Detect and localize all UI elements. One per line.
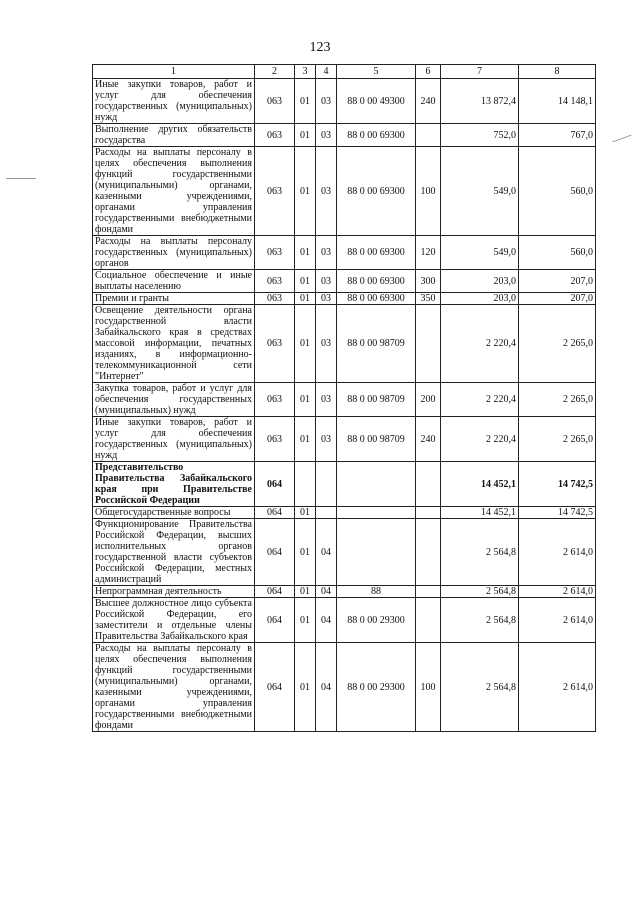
grbs-cell: 063 [255, 124, 295, 147]
amount-year1-cell: 2 564,8 [441, 586, 519, 598]
amount-year1-cell: 203,0 [441, 270, 519, 293]
header-cell: 3 [295, 65, 316, 79]
expense-type-cell: 300 [416, 270, 441, 293]
grbs-cell: 064 [255, 643, 295, 732]
amount-year1-cell: 2 564,8 [441, 643, 519, 732]
amount-year1-cell: 752,0 [441, 124, 519, 147]
margin-mark [612, 135, 631, 143]
subsection-cell: 03 [316, 305, 337, 383]
section-cell: 01 [295, 417, 316, 462]
amount-year1-cell: 2 564,8 [441, 598, 519, 643]
table-header-row [93, 65, 596, 79]
row-name-cell: Непрограммная деятельность [93, 586, 255, 598]
table-row [93, 643, 596, 732]
target-article-cell: 88 0 00 69300 [337, 293, 416, 305]
table-row [93, 293, 596, 305]
row-name-cell: Премии и гранты [93, 293, 255, 305]
table-row [93, 586, 596, 598]
section-cell: 01 [295, 586, 316, 598]
table-row [93, 507, 596, 519]
table-row [93, 417, 596, 462]
table-row [93, 124, 596, 147]
target-article-cell [337, 507, 416, 519]
section-cell: 01 [295, 79, 316, 124]
subsection-cell: 03 [316, 124, 337, 147]
grbs-cell: 063 [255, 293, 295, 305]
grbs-cell: 063 [255, 236, 295, 270]
subsection-cell: 04 [316, 598, 337, 643]
target-article-cell: 88 0 00 69300 [337, 270, 416, 293]
amount-year1-cell: 203,0 [441, 293, 519, 305]
amount-year2-cell: 2 614,0 [519, 586, 596, 598]
grbs-cell: 064 [255, 586, 295, 598]
subsection-cell: 03 [316, 270, 337, 293]
grbs-cell: 063 [255, 270, 295, 293]
table-row [93, 519, 596, 586]
row-name-cell: Расходы на выплаты персоналу в целях обеспечения выполнения функций государственными (муниципальными) органами, казенными учреждениями, органами управления государственными внебюджетными фондами [93, 643, 255, 732]
row-name-cell: Освещение деятельности органа государственной власти Забайкальского края в средствах массовой информации, печатных изданиях, в информационно-телекоммуникационной сети "Интернет" [93, 305, 255, 383]
section-cell: 01 [295, 598, 316, 643]
amount-year1-cell: 2 220,4 [441, 383, 519, 417]
grbs-cell: 064 [255, 462, 295, 507]
amount-year2-cell: 2 265,0 [519, 417, 596, 462]
header-cell: 7 [441, 65, 519, 79]
expense-type-cell: 100 [416, 147, 441, 236]
section-cell: 01 [295, 383, 316, 417]
amount-year2-cell: 2 614,0 [519, 643, 596, 732]
target-article-cell: 88 0 00 29300 [337, 598, 416, 643]
expense-type-cell [416, 519, 441, 586]
subsection-cell [316, 462, 337, 507]
amount-year2-cell: 2 614,0 [519, 598, 596, 643]
target-article-cell: 88 0 00 69300 [337, 124, 416, 147]
section-cell: 01 [295, 270, 316, 293]
expense-type-cell [416, 507, 441, 519]
grbs-cell: 063 [255, 147, 295, 236]
amount-year2-cell: 207,0 [519, 270, 596, 293]
table-row [93, 462, 596, 507]
grbs-cell: 064 [255, 507, 295, 519]
section-cell [295, 462, 316, 507]
amount-year1-cell: 2 220,4 [441, 417, 519, 462]
target-article-cell: 88 0 00 98709 [337, 383, 416, 417]
header-cell: 4 [316, 65, 337, 79]
margin-mark [6, 178, 36, 179]
row-name-cell: Социальное обеспечение и иные выплаты населению [93, 270, 255, 293]
section-cell: 01 [295, 643, 316, 732]
budget-table [92, 64, 596, 732]
expense-type-cell: 200 [416, 383, 441, 417]
row-name-cell: Иные закупки товаров, работ и услуг для обеспечения государственных (муниципальных) нужд [93, 79, 255, 124]
table-row [93, 270, 596, 293]
amount-year2-cell: 2 265,0 [519, 305, 596, 383]
subsection-cell [316, 507, 337, 519]
amount-year1-cell: 14 452,1 [441, 462, 519, 507]
target-article-cell: 88 0 00 98709 [337, 417, 416, 462]
subsection-cell: 03 [316, 383, 337, 417]
row-name-cell: Расходы на выплаты персоналу в целях обеспечения выполнения функций государственными (муниципальными) органами, казенными учреждениями, органами управления государственными внебюджетными фондами [93, 147, 255, 236]
expense-type-cell [416, 598, 441, 643]
section-cell: 01 [295, 293, 316, 305]
expense-type-cell [416, 305, 441, 383]
section-cell: 01 [295, 124, 316, 147]
grbs-cell: 063 [255, 79, 295, 124]
section-cell: 01 [295, 507, 316, 519]
target-article-cell [337, 519, 416, 586]
target-article-cell: 88 0 00 49300 [337, 79, 416, 124]
target-article-cell [337, 462, 416, 507]
header-cell: 5 [337, 65, 416, 79]
expense-type-cell: 240 [416, 417, 441, 462]
header-cell: 6 [416, 65, 441, 79]
amount-year2-cell: 14 742,5 [519, 462, 596, 507]
section-cell: 01 [295, 236, 316, 270]
amount-year1-cell: 14 452,1 [441, 507, 519, 519]
row-name-cell: Общегосударственные вопросы [93, 507, 255, 519]
table-row [93, 305, 596, 383]
expense-type-cell: 100 [416, 643, 441, 732]
target-article-cell: 88 0 00 98709 [337, 305, 416, 383]
target-article-cell: 88 0 00 29300 [337, 643, 416, 732]
target-article-cell: 88 0 00 69300 [337, 147, 416, 236]
table-row [93, 147, 596, 236]
amount-year1-cell: 549,0 [441, 147, 519, 236]
row-name-cell: Функционирование Правительства Российской Федерации, высших исполнительных органов государственной власти субъектов Российской Федерации, местных администраций [93, 519, 255, 586]
amount-year1-cell: 13 872,4 [441, 79, 519, 124]
amount-year2-cell: 767,0 [519, 124, 596, 147]
section-cell: 01 [295, 519, 316, 586]
expense-type-cell [416, 124, 441, 147]
expense-type-cell: 350 [416, 293, 441, 305]
grbs-cell: 063 [255, 383, 295, 417]
subsection-cell: 03 [316, 79, 337, 124]
subsection-cell: 03 [316, 147, 337, 236]
section-cell: 01 [295, 305, 316, 383]
header-cell: 2 [255, 65, 295, 79]
amount-year1-cell: 2 564,8 [441, 519, 519, 586]
grbs-cell: 063 [255, 417, 295, 462]
amount-year2-cell: 560,0 [519, 147, 596, 236]
table-row [93, 598, 596, 643]
table-row [93, 383, 596, 417]
row-name-cell: Высшее должностное лицо субъекта Российской Федерации, его заместители и отдельные члены Правительства Забайкальского края [93, 598, 255, 643]
row-name-cell: Выполнение других обязательств государства [93, 124, 255, 147]
table-row [93, 79, 596, 124]
page-number: 123 [309, 40, 331, 55]
grbs-cell: 064 [255, 598, 295, 643]
header-cell: 8 [519, 65, 596, 79]
target-article-cell: 88 [337, 586, 416, 598]
amount-year2-cell: 2 614,0 [519, 519, 596, 586]
target-article-cell: 88 0 00 69300 [337, 236, 416, 270]
grbs-cell: 063 [255, 305, 295, 383]
amount-year2-cell: 560,0 [519, 236, 596, 270]
row-name-cell: Закупка товаров, работ и услуг для обеспечения государственных (муниципальных) нужд [93, 383, 255, 417]
header-cell: 1 [93, 65, 255, 79]
expense-type-cell [416, 462, 441, 507]
subsection-cell: 04 [316, 643, 337, 732]
expense-type-cell: 120 [416, 236, 441, 270]
amount-year2-cell: 14 742,5 [519, 507, 596, 519]
amount-year2-cell: 14 148,1 [519, 79, 596, 124]
subsection-cell: 04 [316, 586, 337, 598]
row-name-cell: Расходы на выплаты персоналу государственных (муниципальных) органов [93, 236, 255, 270]
subsection-cell: 04 [316, 519, 337, 586]
row-name-cell: Представительство Правительства Забайкальского края при Правительстве Российской Федерации [93, 462, 255, 507]
subsection-cell: 03 [316, 293, 337, 305]
amount-year2-cell: 2 265,0 [519, 383, 596, 417]
expense-type-cell [416, 586, 441, 598]
row-name-cell: Иные закупки товаров, работ и услуг для обеспечения государственных (муниципальных) нужд [93, 417, 255, 462]
grbs-cell: 064 [255, 519, 295, 586]
amount-year1-cell: 2 220,4 [441, 305, 519, 383]
subsection-cell: 03 [316, 417, 337, 462]
section-cell: 01 [295, 147, 316, 236]
expense-type-cell: 240 [416, 79, 441, 124]
table-row [93, 236, 596, 270]
amount-year1-cell: 549,0 [441, 236, 519, 270]
subsection-cell: 03 [316, 236, 337, 270]
amount-year2-cell: 207,0 [519, 293, 596, 305]
